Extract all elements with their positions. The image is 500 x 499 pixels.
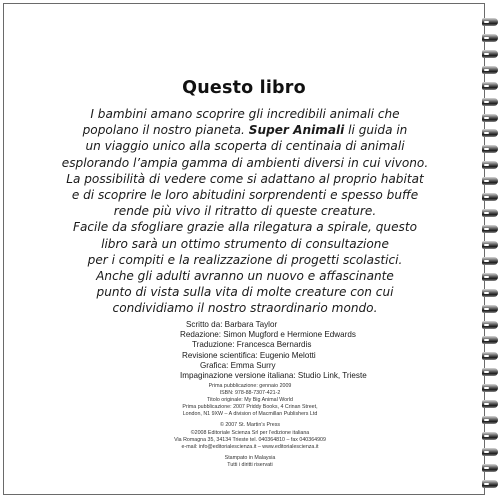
spiral-coil bbox=[482, 129, 498, 137]
spiral-coil bbox=[482, 209, 498, 217]
book-name: Super Animali bbox=[248, 123, 345, 138]
spiral-coil bbox=[482, 66, 498, 74]
intro-line bbox=[20, 122, 470, 138]
spiral-coil bbox=[482, 305, 498, 313]
intro-text: esplorando l’ampia gamma di ambienti diversi in cui vivono. bbox=[61, 155, 429, 170]
spiral-coil bbox=[482, 336, 498, 344]
spiral-coil bbox=[482, 273, 498, 281]
spiral-coil bbox=[482, 193, 498, 201]
intro-line bbox=[20, 236, 470, 252]
intro-text: Facile da sfogliare grazie alla rilegatura a spirale, questo bbox=[73, 220, 417, 235]
spiral-coil bbox=[482, 352, 498, 360]
intro-line bbox=[20, 252, 470, 268]
spiral-coil bbox=[482, 464, 498, 472]
intro-text: I bambini amano scoprire gli incredibili animali che bbox=[90, 107, 400, 121]
imprint-line: Prima pubblicazione: 2007 Priddy Books, 4 Crinan Street, bbox=[182, 404, 318, 411]
intro-text: per i compiti e la realizzazione di progetti scolastici. bbox=[87, 252, 403, 267]
spiral-coil bbox=[482, 480, 498, 488]
intro-line bbox=[20, 187, 470, 203]
intro-line bbox=[20, 171, 470, 187]
spiral-coil bbox=[482, 289, 498, 297]
intro-text: un viaggio unico alla scoperta di centinaia di animali bbox=[85, 139, 405, 154]
spiral-coil bbox=[482, 321, 498, 329]
credits-list bbox=[180, 320, 410, 381]
spiral-coil bbox=[482, 384, 498, 392]
intro-text: popolano il nostro pianeta. bbox=[82, 123, 249, 138]
intro-text: La possibilità di vedere come si adattano al proprio habitat bbox=[66, 171, 424, 186]
spiral-coil bbox=[482, 448, 498, 456]
intro-line bbox=[20, 106, 470, 122]
intro-line bbox=[20, 284, 470, 300]
spiral-coil bbox=[482, 114, 498, 122]
spiral-coil bbox=[482, 257, 498, 265]
intro-text: li guida in bbox=[344, 123, 408, 138]
spiral-coil bbox=[482, 368, 498, 376]
credit-line: Redazione: Simon Mugford e Hermione Edwards bbox=[180, 330, 356, 340]
intro-text: Anche gli adulti avranno un nuovo e affascinante bbox=[96, 269, 394, 284]
intro-text: condividiamo il nostro straordinario mondo. bbox=[112, 301, 378, 316]
intro-line bbox=[20, 155, 470, 171]
intro-line bbox=[20, 203, 470, 219]
imprint-line: © 2007 St. Martin’s Press bbox=[219, 422, 281, 429]
spiral-coil bbox=[482, 241, 498, 249]
imprint-line: Stampato in Malaysia bbox=[224, 454, 276, 461]
intro-line bbox=[20, 300, 470, 316]
page-title: Questo libro bbox=[182, 78, 306, 98]
intro-line bbox=[20, 268, 470, 284]
spiral-coil bbox=[482, 50, 498, 58]
spiral-coil bbox=[482, 145, 498, 153]
intro-line bbox=[20, 138, 470, 154]
imprint-line: Titolo originale: My Big Animal World bbox=[207, 397, 293, 404]
credit-line: Impaginazione versione italiana: Studio Link, Trieste bbox=[180, 371, 367, 381]
imprint-line: Prima pubblicazione: gennaio 2009 bbox=[208, 383, 292, 389]
imprint-line: ISBN: 978-88-7307-421-2 bbox=[219, 390, 281, 397]
spiral-coil bbox=[482, 161, 498, 169]
publication-info bbox=[155, 383, 345, 469]
imprint-line: London, N1 9XW – A division of Macmillan Publishers Ltd bbox=[182, 411, 318, 418]
imprint-line: Via Romagna 35, 34134 Trieste tel. 040364810 – fax 040364909 bbox=[174, 436, 326, 443]
credit-line: Scritto da: Barbara Taylor bbox=[186, 320, 278, 329]
intro-paragraph bbox=[20, 106, 470, 317]
intro-text: e di scoprire le loro abitudini sorprendenti e spesso buffe bbox=[71, 188, 419, 203]
intro-text: rende più vivo il ritratto di queste creature. bbox=[113, 204, 377, 219]
spiral-coil bbox=[482, 177, 498, 185]
imprint-line: Tutti i diritti riservati bbox=[227, 461, 273, 468]
credit-line: Revisione scientifica: Eugenio Melotti bbox=[182, 350, 316, 360]
credit-line: Grafica: Emma Surry bbox=[200, 360, 276, 370]
imprint-line: e-mail: info@editorialescienza.it – www.editorialescienza.it bbox=[181, 443, 319, 450]
spiral-coil bbox=[482, 400, 498, 408]
spiral-coil bbox=[482, 18, 498, 26]
credit-line: Traduzione: Francesca Bernardis bbox=[192, 340, 312, 350]
spiral-coil bbox=[482, 416, 498, 424]
intro-line bbox=[20, 219, 470, 235]
intro-text: punto di vista sulla vita di molte creature con cui bbox=[96, 285, 394, 300]
imprint-line: ©2008 Editoriale Scienza Srl per l’edizione italiana bbox=[190, 429, 310, 436]
spiral-coil bbox=[482, 34, 498, 42]
spiral-coil bbox=[482, 225, 498, 233]
intro-text: libro sarà un ottimo strumento di consultazione bbox=[101, 236, 389, 251]
spiral-coil bbox=[482, 432, 498, 440]
spiral-coil bbox=[482, 98, 498, 106]
